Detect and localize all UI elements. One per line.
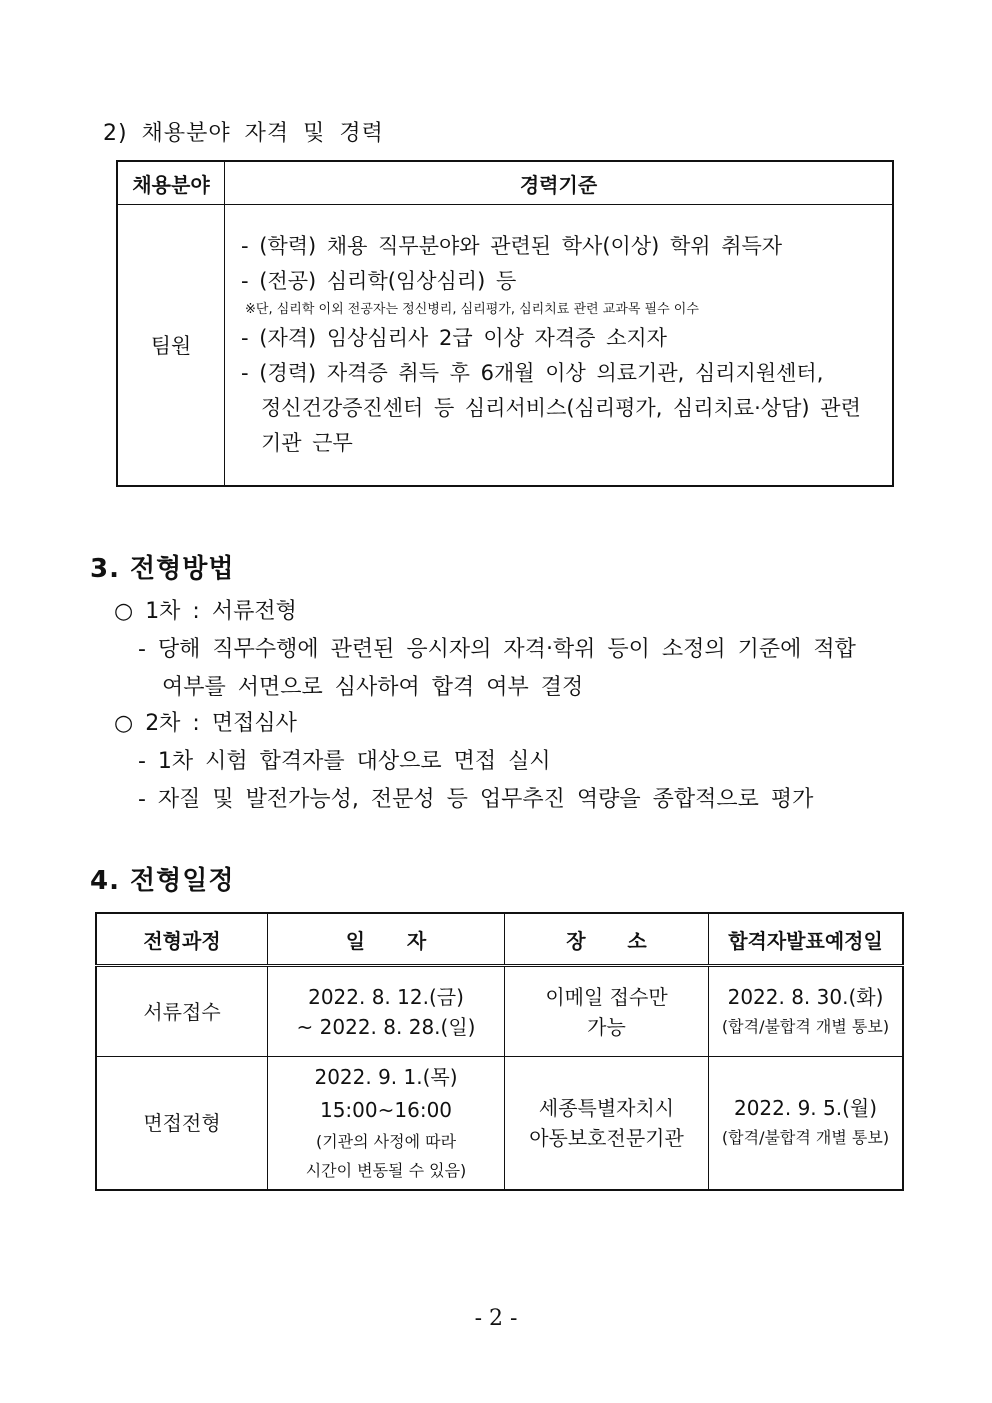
stage1-label: ○ 1차 : 서류전형 xyxy=(114,599,297,624)
announce-cell xyxy=(709,966,904,1057)
process-cell: 면접전형 xyxy=(96,1057,268,1190)
header-place: 장 소 xyxy=(505,913,709,966)
announce-note: (합격/불합격 개별 통보) xyxy=(721,1128,890,1148)
stage1-description: - 당해 직무수행에 관련된 응시자의 자격‧학위 등이 소정의 기준에 적합 xyxy=(138,637,856,662)
date-end: ~ 2022. 8. 28.(일) xyxy=(296,1014,476,1039)
major-note: ※단, 심리학 이외 전공자는 정신병리, 심리평가, 심리치료 관련 교과목 필수 이수 xyxy=(245,302,699,317)
header-field: 채용분야 xyxy=(117,161,225,205)
time-note: (기관의 사정에 따라 xyxy=(315,1131,457,1151)
header-date: 일 자 xyxy=(268,913,505,966)
table-row xyxy=(96,1057,903,1190)
announce-note: (합격/불합격 개별 통보) xyxy=(721,1017,890,1036)
career-requirement-cont: 정신건강증진센터 등 심리서비스(심리평가, 심리치료·상담) 관련 xyxy=(261,396,861,420)
date-cell xyxy=(268,966,505,1057)
place-line: 아동보호전문기관 xyxy=(529,1125,684,1150)
major-requirement: - (전공) 심리학(임상심리) 등 xyxy=(241,269,517,293)
table-row xyxy=(96,966,903,1057)
qualification-row xyxy=(117,205,893,487)
process-cell: 서류접수 xyxy=(96,966,268,1057)
announce-date: 2022. 8. 30.(화) xyxy=(727,985,884,1009)
stage2-label: ○ 2차 : 면접심사 xyxy=(114,711,297,736)
career-requirement-cont: 기관 근무 xyxy=(261,431,353,455)
stage1-description-cont: 여부를 서면으로 심사하여 합격 여부 결정 xyxy=(162,675,584,700)
license-requirement: - (자격) 임상심리사 2급 이상 자격증 소지자 xyxy=(241,326,667,350)
stage2-description: - 자질 및 발전가능성, 전문성 등 업무추진 역량을 종합적으로 평가 xyxy=(138,787,814,812)
criteria-cell xyxy=(225,205,894,487)
header-criteria: 경력기준 xyxy=(225,161,894,205)
announce-cell xyxy=(709,1057,904,1190)
announce-date: 2022. 9. 5.(월) xyxy=(733,1096,878,1121)
date-start: 2022. 8. 12.(금) xyxy=(308,984,464,1009)
time-note: 시간이 변동될 수 있음) xyxy=(305,1160,467,1180)
selection-method-title: 3. 전형방법 xyxy=(90,554,235,584)
header-announce: 합격자발표예정일 xyxy=(709,913,904,966)
interview-time: 15:00~16:00 xyxy=(319,1097,453,1122)
schedule-table-header xyxy=(96,913,903,966)
place-line: 세종특별자치시 xyxy=(538,1095,675,1120)
page-number: - 2 - xyxy=(474,1306,518,1331)
place-cell xyxy=(505,966,709,1057)
education-requirement: - (학력) 채용 직무분야와 관련된 학사(이상) 학위 취득자 xyxy=(241,234,783,258)
schedule-table xyxy=(95,912,904,1191)
qualification-heading: 2) 채용분야 자격 및 경력 xyxy=(103,121,384,146)
date-cell xyxy=(268,1057,505,1190)
role-cell: 팀원 xyxy=(117,205,225,487)
qualification-table xyxy=(116,160,894,487)
place-line: 이메일 접수만 xyxy=(545,984,668,1009)
stage2-description: - 1차 시험 합격자를 대상으로 면접 실시 xyxy=(138,749,551,774)
career-requirement: - (경력) 자격증 취득 후 6개월 이상 의료기관, 심리지원센터, xyxy=(241,361,824,385)
qualification-table-header xyxy=(117,161,893,205)
header-process: 전형과정 xyxy=(96,913,268,966)
place-cell xyxy=(505,1057,709,1190)
place-line: 가능 xyxy=(587,1014,626,1039)
interview-date: 2022. 9. 1.(목) xyxy=(314,1064,458,1089)
schedule-title: 4. 전형일정 xyxy=(90,866,235,896)
